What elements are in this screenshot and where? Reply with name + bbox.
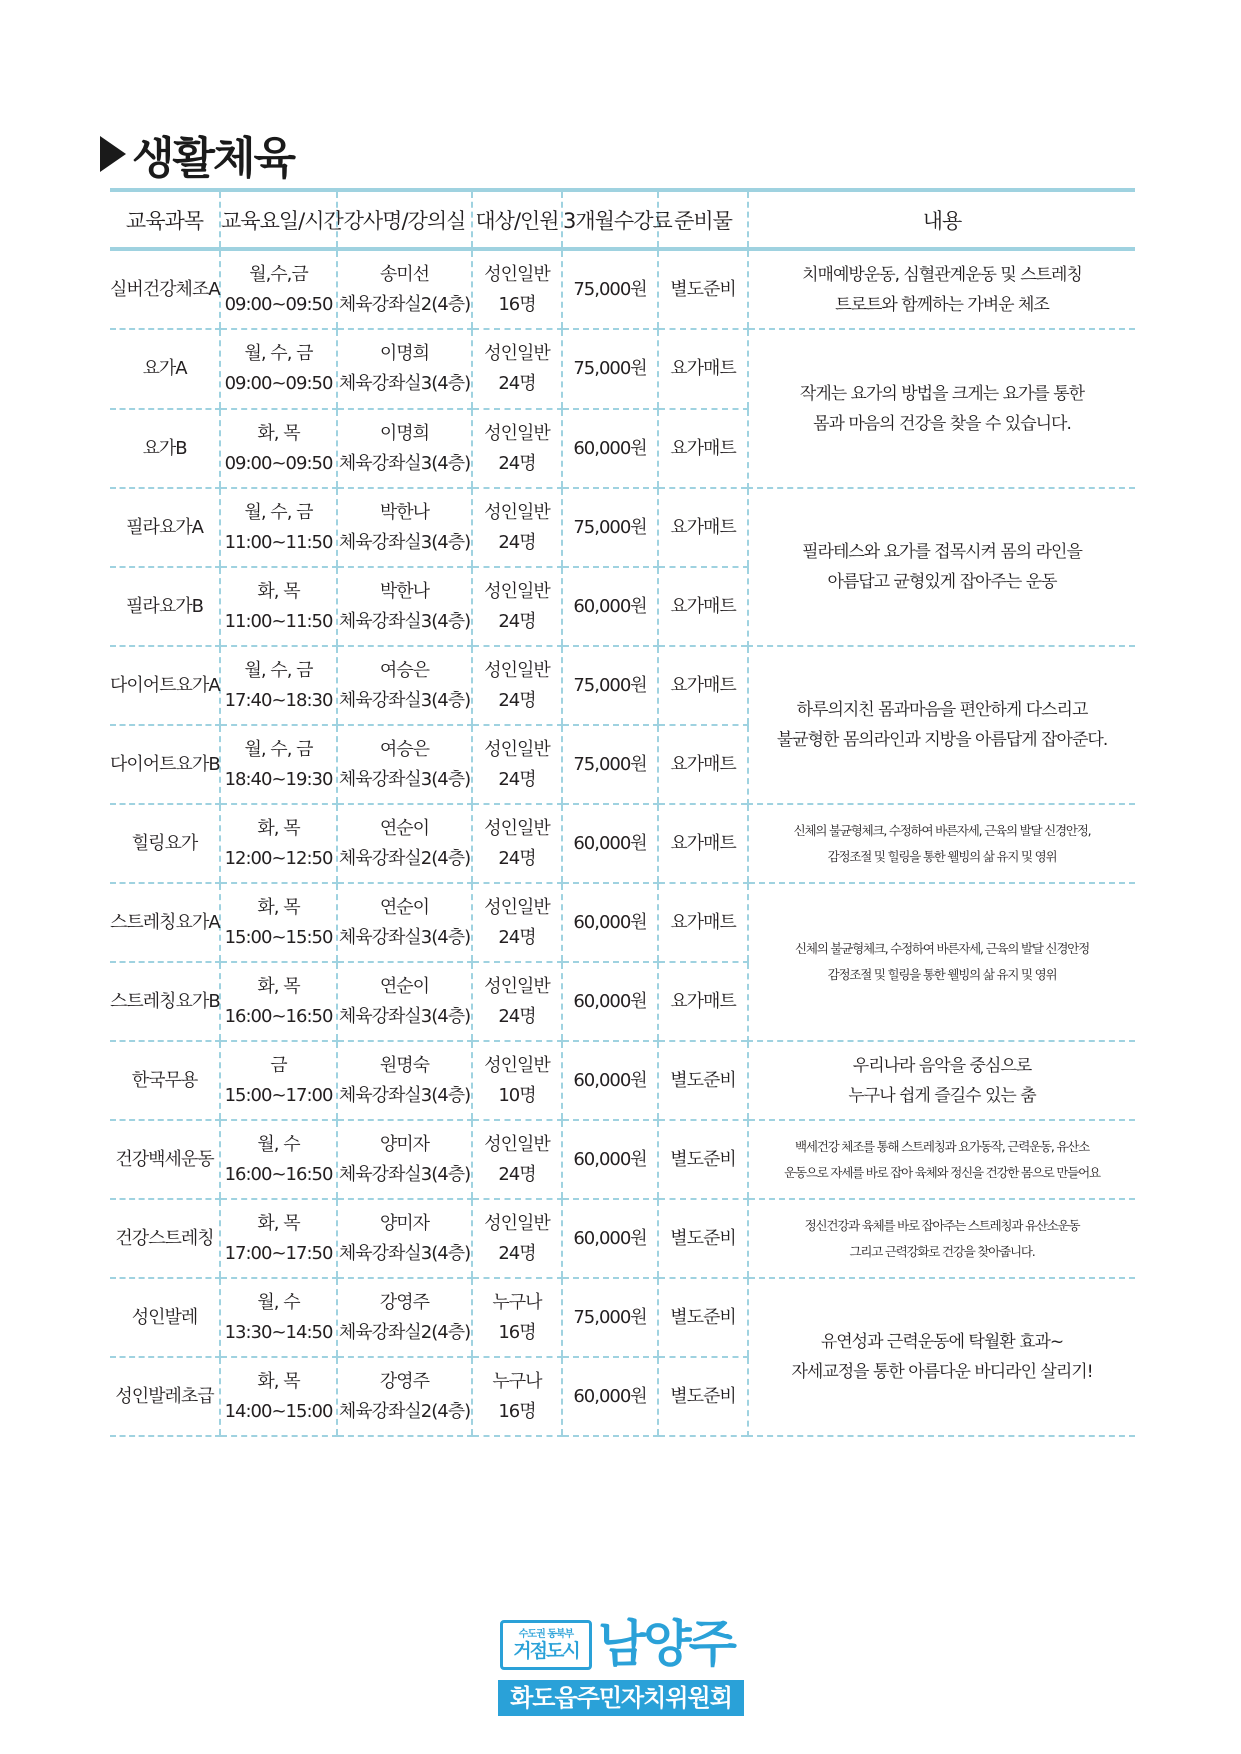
instructor: 양미자	[379, 1212, 430, 1234]
prep-cell: 요가매트	[658, 804, 748, 883]
room: 체육강좌실3(4층)	[338, 610, 471, 632]
subject-cell: 스트레칭요가A	[110, 883, 220, 962]
instructor: 박한나	[379, 501, 430, 523]
time: 09:00~09:50	[224, 452, 333, 474]
subject-cell: 스트레칭요가B	[110, 962, 220, 1041]
subject-cell: 실버건강체조A	[110, 249, 220, 329]
logo-badge-line2: 거점도시	[513, 1640, 579, 1662]
target: 누구나	[492, 1291, 542, 1313]
description-cell	[748, 646, 1135, 804]
description-cell	[748, 329, 1135, 488]
target-cell	[472, 567, 562, 646]
fee-cell: 75,000원	[562, 249, 658, 329]
subject-cell: 힐링요가	[110, 804, 220, 883]
time: 13:30~14:50	[224, 1321, 333, 1343]
target-cell	[472, 1120, 562, 1199]
schedule-cell	[220, 1357, 337, 1436]
schedule-cell	[220, 1278, 337, 1357]
instructor-cell	[337, 1278, 472, 1357]
description-line: 작게는 요가의 방법을 크게는 요가를 통한	[799, 383, 1085, 404]
time: 18:40~19:30	[224, 768, 333, 790]
schedule-cell	[220, 1199, 337, 1278]
description-line: 자세교정을 통한 아름다운 바디라인 살리기!	[791, 1362, 1093, 1382]
days: 화, 목	[257, 817, 300, 839]
header-instructor-room: 강사명/강의실	[337, 190, 472, 249]
fee-cell: 75,000원	[562, 488, 658, 567]
instructor: 여승은	[379, 659, 430, 681]
room: 체육강좌실3(4층)	[338, 373, 471, 394]
description-line: 하루의지친 몸과마음을 편안하게 다스리고	[796, 700, 1088, 720]
instructor: 송미선	[379, 263, 430, 285]
logo-committee-name: 화도읍주민자치위원회	[498, 1680, 744, 1716]
instructor: 원명숙	[379, 1054, 430, 1076]
subject-cell: 성인발레	[110, 1278, 220, 1357]
subject-cell: 요가A	[110, 329, 220, 409]
description-line: 감정조절 및 힐링을 통한 웰빙의 삶 유지 및 영위	[827, 967, 1057, 982]
room: 체육강좌실3(4층)	[338, 1084, 471, 1106]
fee-cell: 60,000원	[562, 1357, 658, 1436]
target: 성인일반	[484, 263, 550, 285]
room: 체육강좌실3(4층)	[338, 926, 471, 948]
target: 성인일반	[484, 422, 550, 444]
days: 화, 목	[257, 422, 300, 444]
prep-cell: 별도준비	[658, 1120, 748, 1199]
section-title-text: 생활체육	[132, 133, 295, 184]
time: 17:00~17:50	[224, 1242, 333, 1264]
description-cell	[748, 488, 1135, 646]
schedule-cell	[220, 883, 337, 962]
description-line: 트로트와 함께하는 가벼운 체조	[835, 294, 1049, 315]
target: 성인일반	[484, 659, 550, 681]
room: 체육강좌실3(4층)	[338, 1005, 471, 1027]
description-line: 운동으로 자세를 바로 잡아 육체와 정신을 건강한 몸으로 만들어요	[784, 1164, 1100, 1180]
instructor-cell	[337, 1041, 472, 1120]
subject-cell: 성인발레초급	[110, 1357, 220, 1436]
prep-cell: 요가매트	[658, 962, 748, 1041]
capacity: 24명	[498, 1163, 536, 1185]
capacity: 16명	[498, 1400, 536, 1422]
logo-badge	[500, 1620, 592, 1670]
subject-cell: 필라요가A	[110, 488, 220, 567]
fee-cell: 75,000원	[562, 646, 658, 725]
capacity: 16명	[498, 1321, 536, 1343]
days: 화, 목	[257, 975, 300, 997]
schedule-cell	[220, 488, 337, 567]
room: 체육강좌실3(4층)	[338, 1163, 471, 1185]
target-cell	[472, 409, 562, 488]
room: 체육강좌실2(4층)	[338, 1321, 471, 1343]
instructor: 연순이	[379, 896, 430, 918]
table-row	[110, 646, 1135, 725]
target: 성인일반	[484, 580, 550, 602]
target: 성인일반	[484, 1054, 550, 1076]
prep-cell: 별도준비	[658, 1041, 748, 1120]
subject-cell: 다이어트요가A	[110, 646, 220, 725]
fee-cell: 60,000원	[562, 1120, 658, 1199]
fee-cell: 60,000원	[562, 962, 658, 1041]
time: 14:00~15:00	[224, 1400, 333, 1422]
time: 12:00~12:50	[224, 847, 333, 869]
prep-cell: 별도준비	[658, 1199, 748, 1278]
target: 누구나	[492, 1370, 542, 1392]
days: 화, 목	[257, 580, 300, 602]
target: 성인일반	[484, 1212, 550, 1234]
description-cell	[748, 1120, 1135, 1199]
time: 09:00~09:50	[224, 373, 333, 394]
target-cell	[472, 1278, 562, 1357]
table-row	[110, 329, 1135, 409]
header-prep: 준비물	[658, 190, 748, 249]
days: 월, 수, 금	[244, 659, 313, 681]
instructor-cell	[337, 1199, 472, 1278]
capacity: 24명	[498, 926, 536, 948]
schedule-cell	[220, 567, 337, 646]
description-cell	[748, 1278, 1135, 1436]
capacity: 24명	[498, 1005, 536, 1027]
room: 체육강좌실3(4층)	[338, 531, 471, 553]
instructor-cell	[337, 1120, 472, 1199]
table-row	[110, 1041, 1135, 1120]
table-row	[110, 1199, 1135, 1278]
capacity: 24명	[498, 1242, 536, 1264]
subject-cell: 한국무용	[110, 1041, 220, 1120]
table-row	[110, 488, 1135, 567]
capacity: 24명	[498, 452, 536, 474]
room: 체육강좌실3(4층)	[338, 768, 471, 790]
capacity: 24명	[498, 531, 536, 553]
description-cell	[748, 1199, 1135, 1278]
subject-cell: 요가B	[110, 409, 220, 488]
instructor-cell	[337, 567, 472, 646]
prep-cell: 요가매트	[658, 646, 748, 725]
instructor-cell	[337, 1357, 472, 1436]
subject-cell: 다이어트요가B	[110, 725, 220, 804]
prep-cell: 요가매트	[658, 488, 748, 567]
instructor-cell	[337, 249, 472, 329]
header-subject: 교육과목	[110, 190, 220, 249]
target: 성인일반	[484, 343, 550, 364]
time: 09:00~09:50	[224, 293, 333, 315]
time: 11:00~11:50	[224, 610, 333, 632]
description-line: 백세건강 체조를 통해 스트레칭과 요가동작, 근력운동, 유산소	[794, 1138, 1090, 1154]
instructor: 이명희	[379, 422, 430, 444]
capacity: 24명	[498, 689, 536, 711]
fee-cell: 60,000원	[562, 567, 658, 646]
subject-cell: 건강스트레칭	[110, 1199, 220, 1278]
header-target: 대상/인원	[472, 190, 562, 249]
logo-badge-line1: 수도권 동북부	[518, 1629, 574, 1640]
fee-cell: 60,000원	[562, 804, 658, 883]
target: 성인일반	[484, 975, 550, 997]
instructor: 양미자	[379, 1133, 430, 1155]
target-cell	[472, 883, 562, 962]
room: 체육강좌실3(4층)	[338, 452, 471, 474]
days: 월, 수, 금	[244, 343, 313, 364]
target-cell	[472, 804, 562, 883]
time: 15:00~15:50	[224, 926, 333, 948]
header-content: 내용	[748, 190, 1135, 249]
target-cell	[472, 962, 562, 1041]
description-line: 신체의 불균형체크, 수정하여 바른자세, 근육의 발달 신경안정	[794, 941, 1090, 956]
time: 16:00~16:50	[224, 1163, 333, 1185]
description-line: 우리나라 음악을 중심으로	[852, 1055, 1032, 1076]
schedule-cell	[220, 249, 337, 329]
instructor: 강영주	[379, 1291, 430, 1313]
description-line: 필라테스와 요가를 접목시켜 몸의 라인을	[802, 542, 1082, 562]
target: 성인일반	[484, 738, 550, 760]
description-line: 누구나 쉽게 즐길수 있는 춤	[848, 1085, 1036, 1106]
description-line: 아름답고 균형있게 잡아주는 운동	[827, 572, 1057, 592]
time: 11:00~11:50	[224, 531, 333, 553]
target-cell	[472, 1357, 562, 1436]
instructor-cell	[337, 329, 472, 409]
namyangju-logo	[498, 1614, 744, 1716]
schedule-cell	[220, 409, 337, 488]
days: 월,수,금	[249, 263, 308, 285]
room: 체육강좌실2(4층)	[338, 1400, 471, 1422]
target: 성인일반	[484, 896, 550, 918]
description-cell	[748, 1041, 1135, 1120]
instructor-cell	[337, 962, 472, 1041]
days: 월, 수	[257, 1291, 300, 1313]
table-row	[110, 804, 1135, 883]
capacity: 24명	[498, 768, 536, 790]
table-header-row	[110, 190, 1135, 249]
instructor-cell	[337, 488, 472, 567]
days: 월, 수, 금	[244, 738, 313, 760]
target: 성인일반	[484, 501, 550, 523]
subject-cell: 건강백세운동	[110, 1120, 220, 1199]
description-line: 불균형한 몸의라인과 지방을 아름답게 잡아준다.	[776, 730, 1108, 750]
schedule-table	[110, 188, 1135, 1437]
instructor: 여승은	[379, 738, 430, 760]
logo-city-name: 남양주	[598, 1615, 734, 1673]
description-line: 정신건강과 육체를 바로 잡아주는 스트레칭과 유산소운동	[804, 1217, 1080, 1233]
description-line: 유연성과 근력운동에 탁월환 효과~	[820, 1332, 1064, 1352]
instructor-cell	[337, 883, 472, 962]
target-cell	[472, 725, 562, 804]
description-line: 몸과 마음의 건강을 찾을 수 있습니다.	[813, 413, 1071, 434]
time: 17:40~18:30	[224, 689, 333, 711]
fee-cell: 60,000원	[562, 1199, 658, 1278]
subject-cell: 필라요가B	[110, 567, 220, 646]
schedule-cell	[220, 1041, 337, 1120]
header-schedule: 교육요일/시간	[220, 190, 337, 249]
target-cell	[472, 646, 562, 725]
target-cell	[472, 1199, 562, 1278]
prep-cell: 요가매트	[658, 329, 748, 409]
days: 화, 목	[257, 1212, 300, 1234]
days: 월, 수	[257, 1133, 300, 1155]
description-line: 감정조절 및 힐링을 통한 웰빙의 삶 유지 및 영위	[827, 848, 1057, 864]
time: 16:00~16:50	[224, 1005, 333, 1027]
schedule-cell	[220, 725, 337, 804]
prep-cell: 별도준비	[658, 1278, 748, 1357]
table-row	[110, 1278, 1135, 1357]
days: 금	[270, 1054, 287, 1076]
days: 화, 목	[257, 896, 300, 918]
description-cell	[748, 883, 1135, 1041]
fee-cell: 60,000원	[562, 409, 658, 488]
schedule-cell	[220, 646, 337, 725]
prep-cell: 별도준비	[658, 249, 748, 329]
description-cell	[748, 249, 1135, 329]
prep-cell: 요가매트	[658, 883, 748, 962]
description-line: 신체의 불균형체크, 수정하여 바른자세, 근육의 발달 신경안정,	[793, 822, 1091, 838]
schedule-cell	[220, 329, 337, 409]
instructor-cell	[337, 409, 472, 488]
table-row	[110, 1120, 1135, 1199]
schedule-cell	[220, 804, 337, 883]
instructor-cell	[337, 646, 472, 725]
prep-cell: 요가매트	[658, 725, 748, 804]
fee-cell: 60,000원	[562, 1041, 658, 1120]
instructor: 강영주	[379, 1370, 430, 1392]
description-line: 그리고 근력강화로 건강을 찾아줍니다.	[849, 1243, 1035, 1259]
fee-cell: 75,000원	[562, 1278, 658, 1357]
time: 15:00~17:00	[224, 1084, 333, 1106]
instructor-cell	[337, 725, 472, 804]
capacity: 16명	[498, 293, 536, 315]
target-cell	[472, 488, 562, 567]
capacity: 24명	[498, 610, 536, 632]
fee-cell: 60,000원	[562, 883, 658, 962]
description-cell	[748, 804, 1135, 883]
fee-cell: 75,000원	[562, 329, 658, 409]
target-cell	[472, 1041, 562, 1120]
prep-cell: 별도준비	[658, 1357, 748, 1436]
schedule-cell	[220, 1120, 337, 1199]
room: 체육강좌실3(4층)	[338, 1242, 471, 1264]
target-cell	[472, 329, 562, 409]
capacity: 24명	[498, 847, 536, 869]
prep-cell: 요가매트	[658, 409, 748, 488]
room: 체육강좌실2(4층)	[338, 847, 471, 869]
section-title	[100, 126, 294, 182]
days: 화, 목	[257, 1370, 300, 1392]
description-line: 치매예방운동, 심혈관계운동 및 스트레칭	[802, 264, 1082, 285]
days: 월, 수, 금	[244, 501, 313, 523]
room: 체육강좌실2(4층)	[338, 293, 471, 315]
instructor: 이명희	[379, 343, 430, 364]
instructor: 박한나	[379, 580, 430, 602]
schedule-cell	[220, 962, 337, 1041]
capacity: 10명	[498, 1084, 536, 1106]
instructor: 연순이	[379, 975, 430, 997]
target: 성인일반	[484, 817, 550, 839]
room: 체육강좌실3(4층)	[338, 689, 471, 711]
target-cell	[472, 249, 562, 329]
fee-cell: 75,000원	[562, 725, 658, 804]
prep-cell: 요가매트	[658, 567, 748, 646]
triangle-bullet-icon	[100, 136, 126, 172]
instructor: 연순이	[379, 817, 430, 839]
instructor-cell	[337, 804, 472, 883]
capacity: 24명	[498, 373, 536, 394]
table-row	[110, 883, 1135, 962]
header-fee: 3개월수강료	[562, 190, 658, 249]
table-row	[110, 249, 1135, 329]
target: 성인일반	[484, 1133, 550, 1155]
